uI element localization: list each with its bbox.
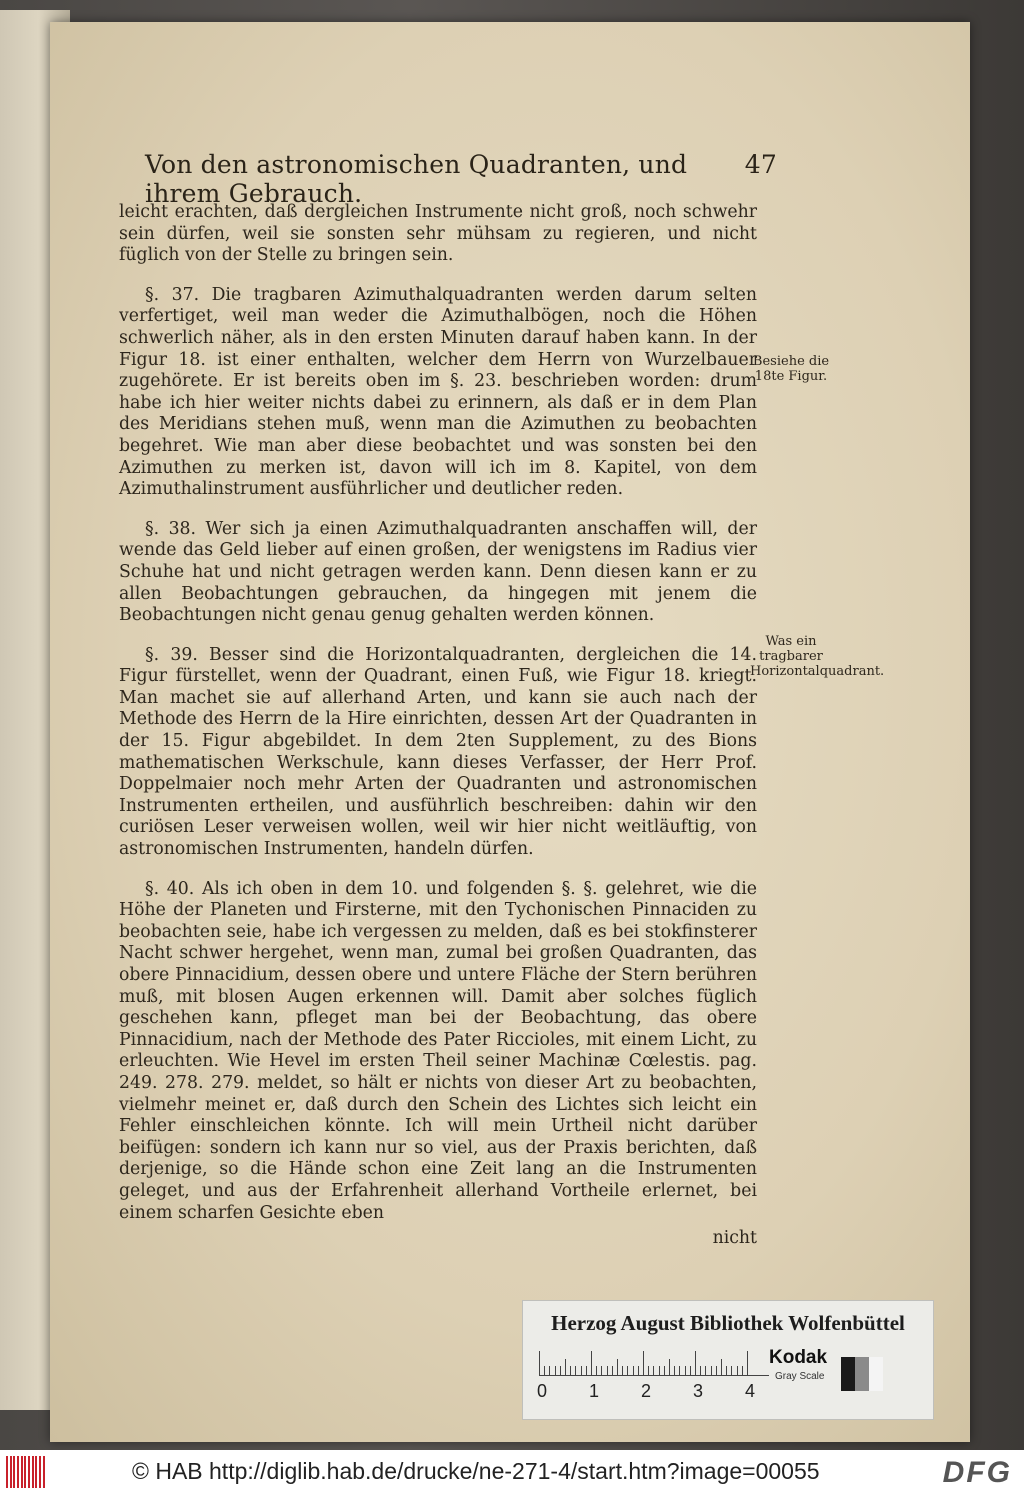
ruler-tick — [669, 1359, 670, 1375]
ruler-tick — [607, 1366, 608, 1375]
ruler-tick — [711, 1366, 712, 1375]
ruler-tick — [721, 1359, 722, 1375]
ruler-tick — [565, 1359, 566, 1375]
barcode-bar — [32, 1456, 34, 1488]
ruler-tick — [695, 1351, 696, 1375]
barcode-bar — [17, 1456, 19, 1488]
ruler-tick — [549, 1366, 550, 1375]
barcode-bar — [10, 1456, 12, 1488]
ruler-tick — [705, 1366, 706, 1375]
gray-scale-label: Gray Scale — [775, 1371, 825, 1382]
book-page — [50, 22, 970, 1442]
ruler-tick — [700, 1366, 701, 1375]
library-scale-card — [522, 1300, 934, 1420]
ruler-tick — [685, 1366, 686, 1375]
ruler-tick — [560, 1366, 561, 1375]
kodak-logo: Kodak — [769, 1347, 828, 1368]
barcode-bar — [39, 1456, 41, 1488]
catchword: nicht — [712, 1228, 757, 1249]
ruler-tick — [690, 1366, 691, 1375]
running-header — [145, 150, 777, 208]
footer-bar — [0, 1450, 1024, 1494]
barcode-bar — [43, 1456, 45, 1488]
ruler-tick — [591, 1351, 592, 1375]
barcode-bar — [21, 1456, 23, 1488]
header-title: Von den astronomischen Quadranten, und ihrem Gebrauch. — [145, 150, 688, 208]
barcode-icon — [6, 1456, 46, 1488]
gray-scale-patches — [841, 1357, 883, 1391]
ruler-tick — [716, 1366, 717, 1375]
page-number: 47 — [744, 150, 777, 179]
ruler-tick — [612, 1366, 613, 1375]
paragraph-39: §. 39. Besser sind die Horizontalquadranten, dergleichen die 14. Figur fürstellet, wenn der Quadrant, einen Fuß, wie Figur 18. kriegt. Man machet sie auf allerhand Arten, und kann sie auch nach der Methode des Herrn de la Hire einrichten, dessen Art der Quadranten in der 15. Figur abgebildet. In dem 2ten Supplement, zu des Bions mathematischen Werkschule, kann dieses Verfasser, der Herr Prof. Doppelmaier noch mehr Arten der Quadranten und astronomischen Instrumenten ertheilen, und ausführlich beschreiben: dahin wir den curiösen Leser verweisen wollen, weil wir hier nicht weitläuftig, von astronomischen Instrumenten, handeln dürfen. — [119, 644, 757, 860]
ruler-tick — [648, 1366, 649, 1375]
dfg-logo: DFG — [942, 1456, 1012, 1489]
barcode-bar — [28, 1456, 30, 1488]
ruler-tick — [643, 1351, 644, 1375]
ruler-tick — [679, 1366, 680, 1375]
ruler-tick — [601, 1366, 602, 1375]
scale-number: 4 — [745, 1381, 756, 1401]
ruler-tick — [570, 1366, 571, 1375]
ruler-tick — [726, 1366, 727, 1375]
ruler-tick — [622, 1366, 623, 1375]
ruler-numbers — [533, 1381, 773, 1405]
ruler-tick — [627, 1366, 628, 1375]
scale-number: 0 — [537, 1381, 548, 1401]
paragraph-40: §. 40. Als ich oben in dem 10. und folgenden §. §. gelehret, wie die Höhe der Planeten und Firsterne, mit den Tychonischen Pinnaciden zu beobachten seie, habe ich vergessen zu melden, daß es bei stokfinsterer Nacht schwer hergehet, wenn man, zumal bei großen Quadranten, das obere Pinnacidium, dessen obere und untere Fläche der Stern berühren muß, mit blosen Augen erkennen will. Damit aber solches füglich geschehen kann, pfleget man bei der Beobachtung, das obere Pinnacidium, nach der Methode des Pater Riccioles, mit einem Licht, zu erleuchten. Wie Hevel im ersten Theil seiner Machinæ Cœlestis. pag. 249. 278. 279. meldet, so hält er nichts von dieser Art zu beobachten, vielmehr meinet er, daß durch den Schein des Lichtes sich leicht ein Fehler einschleichen könnte. Ich will mein Urtheil nicht darüber beifügen: sondern ich kann nur so viel, aus der Praxis berichten, daß derjenige, so die Hände schon eine Zeit lang an die Instrumenten geleget, und aus der Erfahrenheit allerhand Vortheile erlernet, bei einem scharfen Gesichte eben — [119, 878, 757, 1223]
margin-note-horizontal-quadrant: Was ein tragbarer Horizontalquadrant. — [750, 634, 885, 679]
copyright-link[interactable]: © HAB http://diglib.hab.de/drucke/ne-271-4/start.htm?image=00055 — [132, 1458, 820, 1484]
barcode-bar — [13, 1456, 15, 1488]
ruler-tick — [737, 1366, 738, 1375]
ruler-scale — [539, 1349, 769, 1376]
ruler-tick — [575, 1366, 576, 1375]
paragraph-continuation: leicht erachten, daß dergleichen Instrumente nicht groß, noch schwehr sein dürfen, weil sie sonsten sehr mühsam zu regieren, und nicht füglich von der Stelle zu bringen sein. — [119, 202, 757, 266]
ruler-tick — [596, 1366, 597, 1375]
barcode-bar — [24, 1456, 26, 1488]
body-text — [119, 202, 757, 1250]
ruler-tick — [617, 1359, 618, 1375]
paragraph-38: §. 38. Wer sich ja einen Azimuthalquadranten anschaffen will, der wende das Geld lieber auf einen großen, der wenigstens im Radius vier Schuhe hat und nicht getragen werden kann. Denn diesen kann er zu allen Beobachtungen gebrauchen, da hingegen mit jenem die Beobachtungen nicht genau genug gehalten werden können. — [119, 518, 757, 626]
ruler-tick — [638, 1366, 639, 1375]
ruler-tick — [544, 1366, 545, 1375]
scale-number: 2 — [641, 1381, 652, 1401]
ruler-tick — [731, 1366, 732, 1375]
ruler-tick — [747, 1351, 748, 1375]
scale-number: 3 — [693, 1381, 704, 1401]
barcode-bar — [6, 1456, 8, 1488]
ruler-tick — [664, 1366, 665, 1375]
scale-number: 1 — [589, 1381, 600, 1401]
ruler-tick — [581, 1366, 582, 1375]
ruler-tick — [674, 1366, 675, 1375]
library-name: Herzog August Bibliothek Wolfenbüttel — [551, 1311, 905, 1335]
paragraph-37: §. 37. Die tragbaren Azimuthalquadranten werden darum selten verfertiget, weil man weder die Azimuthalbögen, noch die Höhen schwerlich näher, als in den ersten Minuten darauf haben kann. In der Figur 18. ist einer enthalten, welcher dem Herrn von Wurzelbauer zugehörete. Er ist bereits oben im §. 23. beschrieben worden: drum habe ich hier weiter nichts dabei zu erinnern, als daß er in dem Plan des Meridians stehen muß, wenn man die Azimuthen zu beobachten begehret. Wie man aber diese beobachtet und was sonsten bei den Azimuthen zu merken ist, davon will ich im 8. Kapitel, von dem Azimuthalinstrument ausführlicher und deutlicher reden. — [119, 284, 757, 500]
ruler-tick — [539, 1351, 540, 1375]
barcode-bar — [35, 1456, 37, 1488]
ruler-tick — [659, 1366, 660, 1375]
ruler-tick — [742, 1366, 743, 1375]
ruler-tick — [633, 1366, 634, 1375]
ruler-tick — [586, 1366, 587, 1375]
ruler-tick — [653, 1366, 654, 1375]
margin-note-figure: Besiehe die 18te Figur. — [752, 354, 830, 384]
ruler-tick — [555, 1366, 556, 1375]
